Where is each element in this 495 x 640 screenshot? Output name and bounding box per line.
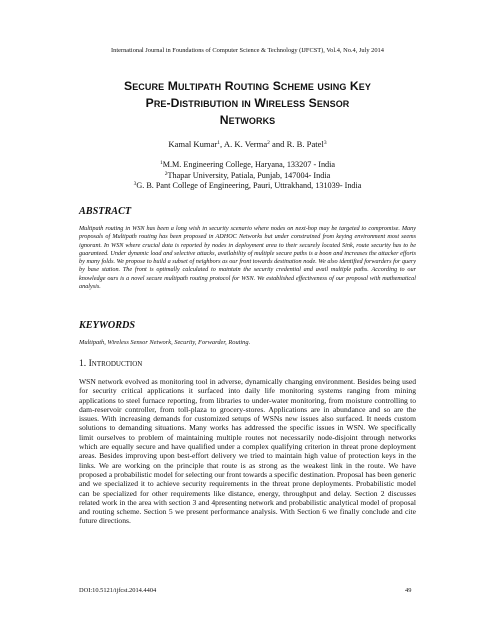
introduction-heading <box>79 358 142 369</box>
abstract-heading: ABSTRACT <box>79 206 132 217</box>
author-3-mark: 3 <box>323 140 327 146</box>
section-number: 1. <box>79 358 89 369</box>
affiliation-text: Thapar University, Patiala, Punjab, 147004- India <box>167 170 331 180</box>
affiliation-mark: 2 <box>164 170 168 177</box>
affiliation-mark: 3 <box>133 181 137 188</box>
affiliations <box>79 160 416 192</box>
author-1: Kamal Kumar <box>168 139 218 149</box>
keywords-heading: KEYWORDS <box>79 320 136 331</box>
affiliation-1 <box>79 160 416 171</box>
section-title: Introduction <box>88 358 143 369</box>
affiliation-2 <box>79 171 416 182</box>
affiliation-mark: 1 <box>159 160 163 166</box>
keywords-body: Multipath, Wireless Sensor Network, Security, Forwarder, Routing. <box>79 339 251 346</box>
title-line-3: Networks <box>219 113 276 127</box>
author-list <box>79 139 416 149</box>
abstract-body: Multipath routing in WSN has been a long wish in security scenario where nodes on next-hop may be targeted to compromise. Many proposals of Multipath routing has been proposed in ADHOC Networks but under constrained from keying environment most seems ignorant. In WSN where crucial data is reported by nodes in deployment area to their securely located Sink, route security has to be guaranteed. Under dynamic load and selective attacks, availability of multiple secure paths is a boon and increases the attacker efforts by many folds. We propose to build a subset of neighbors as our front towards destination node. We also identified forwarders for query by base station. The front is optimally calculated to maintain the security credential and avail multiple paths. According to our knowledge ours is a novel secure multipath routing protocol for WSN. We established effectiveness of our proposal with mathematical analysis. <box>79 225 416 291</box>
affiliation-text: G. B. Pant College of Engineering, Pauri, Uttrakhand, 131039- India <box>136 181 362 191</box>
journal-header: International Journal in Foundations of Computer Science & Technology (IJFCST), Vol.4, No.4, July 2014 <box>111 47 384 54</box>
affiliation-text: M.M. Engineering College, Haryana, 133207 - India <box>162 160 336 169</box>
author-1-mark: 1 <box>217 140 221 146</box>
title-line-1: Secure Multipath Routing Scheme using Key <box>123 79 372 93</box>
title-line-2: Pre-Distribution in Wireless Sensor <box>145 96 350 110</box>
affiliation-3 <box>79 181 416 192</box>
author-separator: and <box>269 139 287 149</box>
doi-footer: DOI:10.5121/ijfcst.2014.4404 <box>79 587 157 594</box>
author-3: R. B. Patel <box>286 139 324 149</box>
author-2: A. K. Verma <box>223 139 268 149</box>
paper-title <box>79 78 416 129</box>
author-2-mark: 2 <box>267 140 270 146</box>
introduction-body: WSN network evolved as monitoring tool in adverse, dynamically changing environment. Besides being used for security critical applications it surfaced into daily life monitoring systems ranging from mining applications to steel furnace reporting, from libraries to under-water monitoring, from moisture controlling to dam-reservoir controller, from toll-plaza to grocery-stores. Applications are in abundance and so are the issues. With increasing demands for customized setups of WSNs new issues also surfaced. It needs custom solutions to demanding situations. Many works has addressed the specific issues in WSN. We specifically limit ourselves to problem of maintaining multiple routes not necessarily node-disjoint through networks which are equally secure and have qualified under a complex qualifying criterion in threat prone deployment areas. Besides improving upon best-effort delivery we tried to maintain high value of protection keys in the links. We are working on the principle that route is as strong as the weakest link in the route. We have proposed a probabilistic model for selecting our front towards a specific destination. Proposal has been generic and we specialized it to achieve security requirements in the threat prone deployments. Probabilistic model can be specialized for other requirements like distance, energy, throughput and delay. Section 2 discusses related work in the area with section 3 and 4presenting network and probabilistic analytical model of proposal and routing scheme. Section 5 we present performance analysis. With Section 6 we finally conclude and cite future directions. <box>79 377 416 526</box>
author-separator: , <box>220 139 224 149</box>
page-number: 49 <box>405 587 412 594</box>
